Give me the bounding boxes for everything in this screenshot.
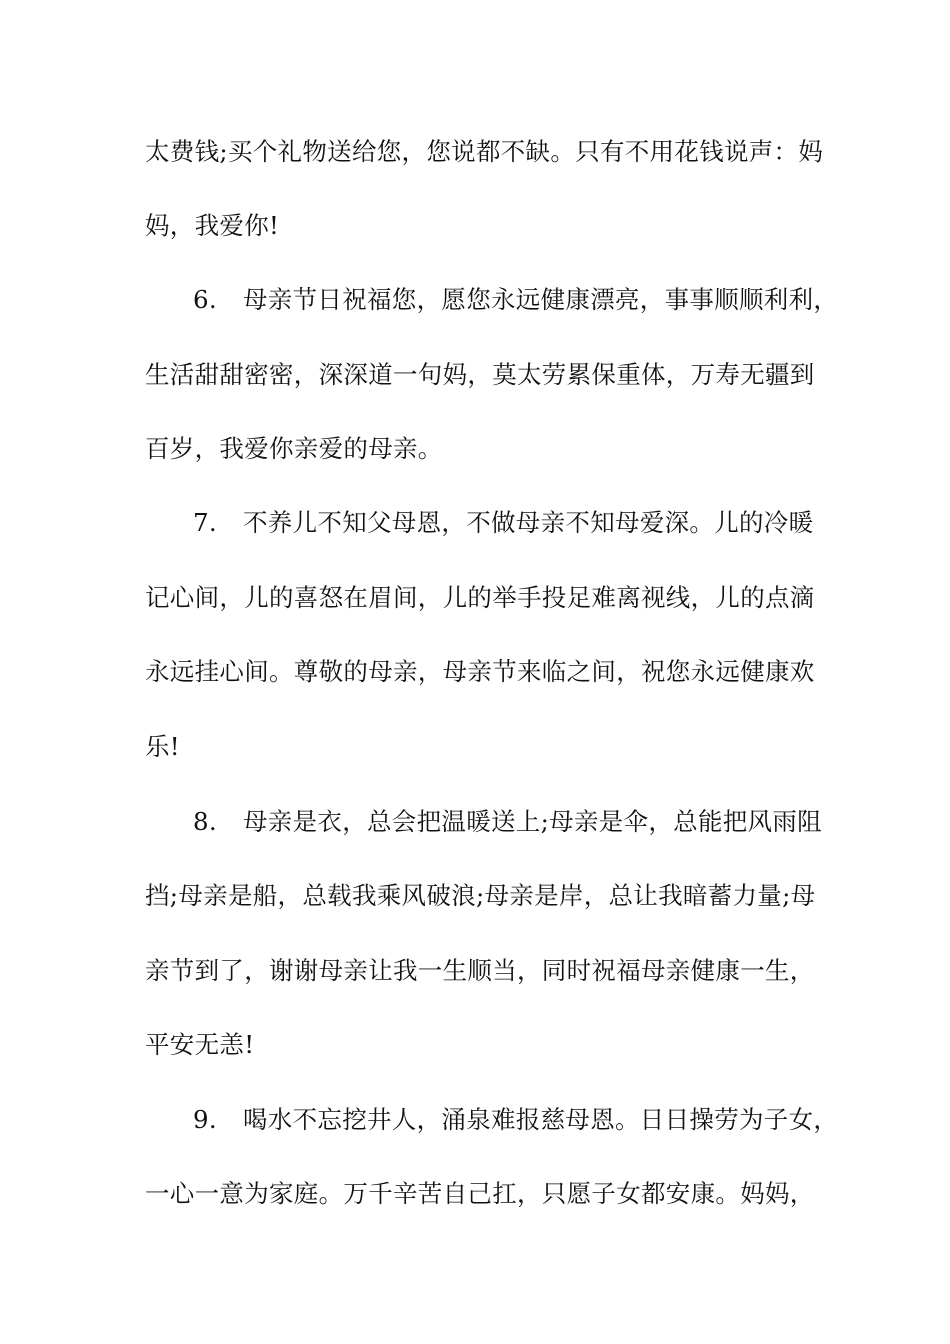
item-number: 9. [193, 1105, 217, 1134]
text-line [145, 582, 825, 614]
line-text: 妈，我爱你! [145, 211, 280, 240]
line-text: 平安无恙! [145, 1030, 255, 1059]
line-text: 亲节到了，谢谢母亲让我一生顺当，同时祝福母亲健康一生， [145, 956, 815, 985]
text-line [145, 656, 825, 688]
list-item-9 [193, 1104, 873, 1136]
line-text: 永远挂心间。尊敬的母亲，母亲节来临之间，祝您永远健康欢 [145, 657, 815, 686]
text-line [145, 433, 825, 465]
list-item-8 [193, 806, 873, 838]
text-line [145, 1178, 825, 1210]
line-text: 母亲是衣，总会把温暖送上;母亲是伞，总能把风雨阻 [243, 807, 822, 836]
text-line [145, 955, 825, 987]
line-text: 记心间，儿的喜怒在眉间，儿的举手投足难离视线，儿的点滴 [145, 583, 815, 612]
line-text: 不养儿不知父母恩，不做母亲不知母爱深。儿的冷暖 [243, 508, 814, 537]
text-line [145, 359, 825, 391]
line-text: 一心一意为家庭。万千辛苦自己扛，只愿子女都安康。妈妈， [145, 1179, 815, 1208]
line-text: 太费钱;买个礼物送给您，您说都不缺。只有不用花钱说声：妈 [145, 137, 824, 166]
list-item-6 [193, 284, 873, 316]
line-text: 乐! [145, 732, 180, 761]
text-line [145, 731, 825, 763]
item-number: 7. [193, 508, 217, 537]
line-text: 百岁，我爱你亲爱的母亲。 [145, 434, 443, 463]
list-item-7 [193, 507, 873, 539]
item-number: 8. [193, 807, 217, 836]
text-line [145, 1029, 825, 1061]
text-line [145, 136, 825, 168]
text-line [145, 210, 825, 242]
text-line [145, 880, 825, 912]
line-text: 生活甜甜密密，深深道一句妈，莫太劳累保重体，万寿无疆到 [145, 360, 815, 389]
line-text: 挡;母亲是船，总载我乘风破浪;母亲是岸，总让我暗蓄力量;母 [145, 881, 816, 910]
line-text: 母亲节日祝福您，愿您永远健康漂亮，事事顺顺利利， [243, 285, 839, 314]
line-text: 喝水不忘挖井人，涌泉难报慈母恩。日日操劳为子女， [243, 1105, 839, 1134]
item-number: 6. [193, 285, 217, 314]
